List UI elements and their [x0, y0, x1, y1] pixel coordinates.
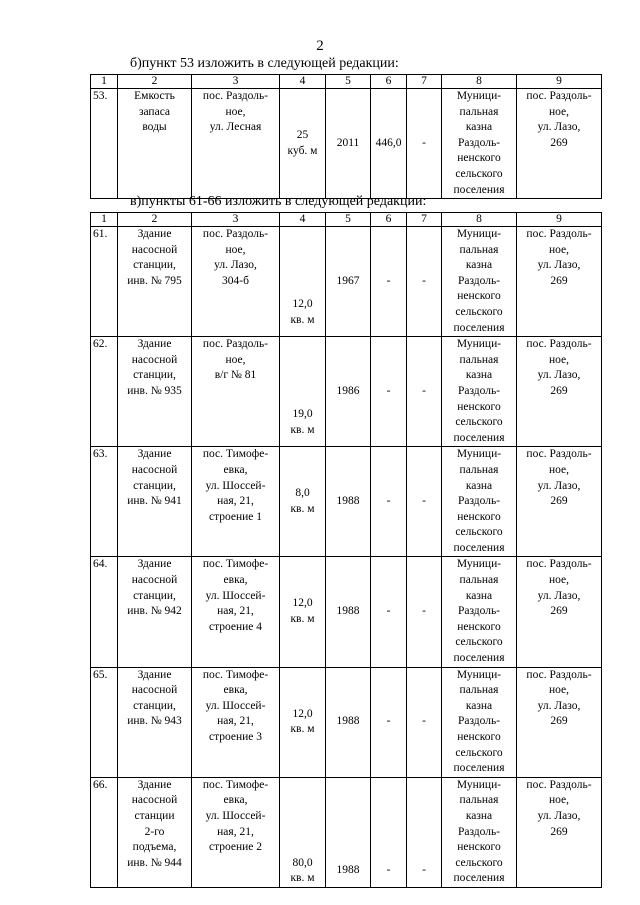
object-owner: Муници- пальная казна Раздоль- ненского сельского поселения — [442, 557, 517, 667]
section-c-table — [90, 212, 602, 888]
object-year: 1986 — [326, 337, 371, 447]
column-header: 4 — [280, 75, 326, 89]
object-value: 446,0 — [371, 89, 407, 199]
column-7-value: - — [407, 667, 442, 777]
object-address: пос. Раздоль- ное, в/г № 81 — [192, 337, 280, 447]
object-name: Емкость запаса воды — [118, 89, 192, 199]
column-header: 7 — [407, 213, 442, 227]
item-number: 62. — [91, 337, 118, 447]
column-7-value: - — [407, 337, 442, 447]
column-header: 3 — [192, 213, 280, 227]
object-address: пос. Раздоль- ное, ул. Лесная — [192, 89, 280, 199]
owner-location: пос. Раздоль- ное, ул. Лазо, 269 — [517, 557, 602, 667]
item-number: 66. — [91, 777, 118, 887]
table-row — [91, 777, 602, 887]
owner-location: пос. Раздоль- ное, ул. Лазо, 269 — [517, 667, 602, 777]
object-name: Здание насосной станции, инв. № 943 — [118, 667, 192, 777]
object-name: Здание насосной станции, инв. № 795 — [118, 227, 192, 337]
table-row — [91, 667, 602, 777]
object-owner: Муници- пальная казна Раздоль- ненского сельского поселения — [442, 777, 517, 887]
column-7-value: - — [407, 557, 442, 667]
column-header: 2 — [118, 75, 192, 89]
object-value: - — [371, 667, 407, 777]
object-address: пос. Раздоль- ное, ул. Лазо, 304-б — [192, 227, 280, 337]
column-7-value: - — [407, 227, 442, 337]
object-year: 1988 — [326, 777, 371, 887]
item-number: 65. — [91, 667, 118, 777]
object-value: - — [371, 227, 407, 337]
item-number: 61. — [91, 227, 118, 337]
object-area: 8,0 кв. м — [280, 447, 326, 557]
object-address: пос. Тимофе- евка, ул. Шоссей- ная, 21, строение 2 — [192, 777, 280, 887]
table-row — [91, 337, 602, 447]
column-7-value: - — [407, 447, 442, 557]
column-7-value: - — [407, 89, 442, 199]
object-owner: Муници- пальная казна Раздоль- ненского сельского поселения — [442, 337, 517, 447]
column-header: 4 — [280, 213, 326, 227]
object-area: 12,0 кв. м — [280, 667, 326, 777]
object-name: Здание насосной станции, инв. № 935 — [118, 337, 192, 447]
object-owner: Муници- пальная казна Раздоль- ненского сельского поселения — [442, 667, 517, 777]
column-header: 3 — [192, 75, 280, 89]
object-year: 2011 — [326, 89, 371, 199]
object-area: 12,0 кв. м — [280, 227, 326, 337]
header-row — [91, 213, 602, 227]
table-row — [91, 447, 602, 557]
owner-location: пос. Раздоль- ное, ул. Лазо, 269 — [517, 337, 602, 447]
item-number: 53. — [91, 89, 118, 199]
object-year: 1988 — [326, 667, 371, 777]
object-address: пос. Тимофе- евка, ул. Шоссей- ная, 21, строение 1 — [192, 447, 280, 557]
column-header: 8 — [442, 75, 517, 89]
table-row — [91, 557, 602, 667]
table-row — [91, 227, 602, 337]
section-c-heading: в)пункты 61-66 изложить в следующей редакции: — [130, 194, 427, 209]
object-area: 12,0 кв. м — [280, 557, 326, 667]
object-year: 1967 — [326, 227, 371, 337]
column-header: 9 — [517, 75, 602, 89]
page-number: 2 — [316, 38, 324, 54]
owner-location: пос. Раздоль- ное, ул. Лазо, 269 — [517, 777, 602, 887]
column-header: 5 — [326, 75, 371, 89]
item-number: 63. — [91, 447, 118, 557]
column-header: 8 — [442, 213, 517, 227]
item-number: 64. — [91, 557, 118, 667]
column-header: 5 — [326, 213, 371, 227]
column-header: 6 — [371, 75, 407, 89]
object-name: Здание насосной станции, инв. № 942 — [118, 557, 192, 667]
object-year: 1988 — [326, 447, 371, 557]
owner-location: пос. Раздоль- ное, ул. Лазо, 269 — [517, 89, 602, 199]
object-owner: Муници- пальная казна Раздоль- ненского сельского поселения — [442, 89, 517, 199]
object-area: 19,0 кв. м — [280, 337, 326, 447]
column-header: 2 — [118, 213, 192, 227]
object-value: - — [371, 337, 407, 447]
object-value: - — [371, 777, 407, 887]
section-b-table — [90, 74, 602, 199]
column-header: 6 — [371, 213, 407, 227]
object-address: пос. Тимофе- евка, ул. Шоссей- ная, 21, строение 4 — [192, 557, 280, 667]
header-row — [91, 75, 602, 89]
section-b-heading: б)пункт 53 изложить в следующей редакции: — [130, 56, 399, 71]
object-year: 1988 — [326, 557, 371, 667]
object-name: Здание насосной станции 2-го подъема, инв. № 944 — [118, 777, 192, 887]
object-area: 80,0 кв. м — [280, 777, 326, 887]
table-row — [91, 89, 602, 199]
owner-location: пос. Раздоль- ное, ул. Лазо, 269 — [517, 447, 602, 557]
object-address: пос. Тимофе- евка, ул. Шоссей- ная, 21, строение 3 — [192, 667, 280, 777]
column-header: 1 — [91, 213, 118, 227]
object-value: - — [371, 557, 407, 667]
object-owner: Муници- пальная казна Раздоль- ненского сельского поселения — [442, 227, 517, 337]
column-header: 7 — [407, 75, 442, 89]
column-header: 1 — [91, 75, 118, 89]
object-name: Здание насосной станции, инв. № 941 — [118, 447, 192, 557]
owner-location: пос. Раздоль- ное, ул. Лазо, 269 — [517, 227, 602, 337]
object-owner: Муници- пальная казна Раздоль- ненского сельского поселения — [442, 447, 517, 557]
column-7-value: - — [407, 777, 442, 887]
column-header: 9 — [517, 213, 602, 227]
object-area: 25 куб. м — [280, 89, 326, 199]
object-value: - — [371, 447, 407, 557]
